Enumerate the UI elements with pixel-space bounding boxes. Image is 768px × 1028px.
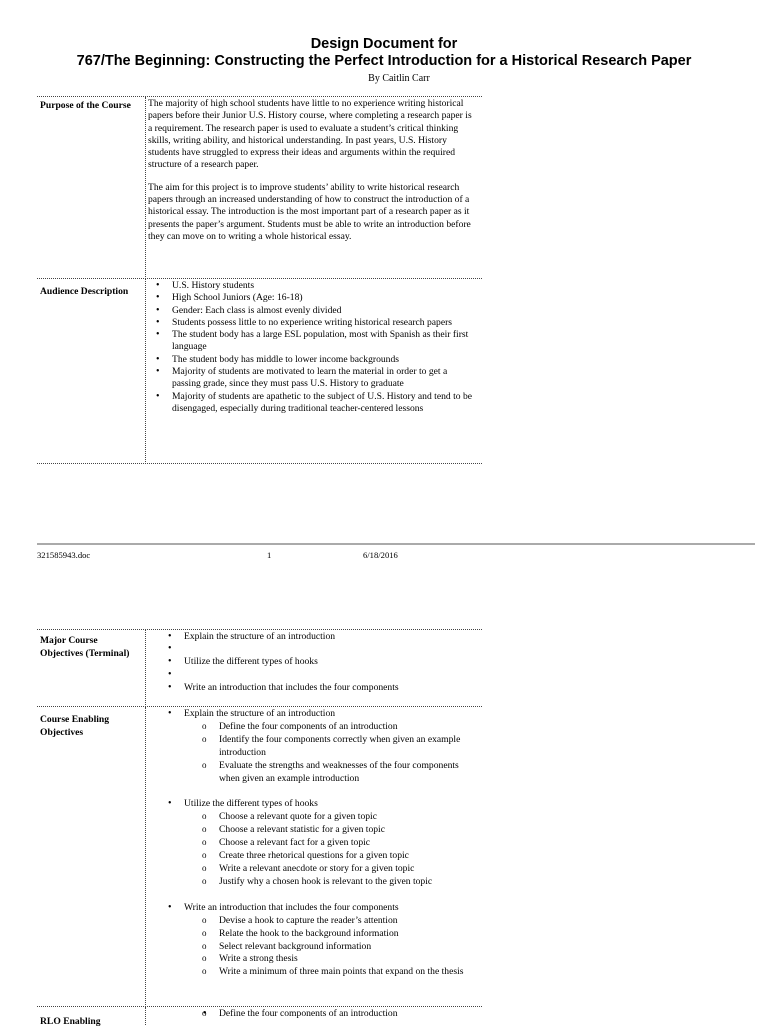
list-item: • Gender: Each class is almost evenly divided <box>172 305 478 317</box>
sub-item: o Choose a relevant fact for a given topic <box>219 837 478 850</box>
purpose-row <box>37 96 482 279</box>
sub-item: o Write a relevant anecdote or story for a given topic <box>219 863 478 876</box>
sub-item: o Define the four components of an introduction <box>219 721 478 734</box>
footer-date: 6/18/2016 <box>363 550 398 560</box>
enabling-objectives-label: Course Enabling Objectives <box>40 714 110 738</box>
list-item <box>184 798 478 888</box>
footer-filename: 321585943.doc <box>37 550 91 560</box>
purpose-label: Purpose of the Course <box>40 100 131 111</box>
audience-label: Audience Description <box>40 286 129 297</box>
rlo-first-sub: Define the four components of an introduction <box>219 1008 398 1019</box>
sub-item: o Justify why a chosen hook is relevant to the given topic <box>219 876 478 889</box>
list-item <box>184 902 478 979</box>
footer-page-number: 1 <box>267 550 272 560</box>
sub-item: o Devise a hook to capture the reader’s attention <box>219 915 478 928</box>
column-divider <box>145 1007 146 1025</box>
list-item: • The student body has middle to lower income backgrounds <box>172 354 478 366</box>
purpose-paragraph-1: The majority of high school students have little to no experience writing historical papers before their Junior U.S. History course, where completing a research paper is a requirement. The research paper is used to evaluate a student’s critical thinking skills, writing ability, and historical understanding. In past years, U.S. History students have struggled to express their ideas and arguments within the required structure of a research paper. <box>148 98 472 171</box>
list-item: • High School Juniors (Age: 16-18) <box>172 292 478 304</box>
sub-item: o Choose a relevant quote for a given topic <box>219 811 478 824</box>
column-divider <box>145 97 146 279</box>
spacer <box>148 889 478 902</box>
spacer <box>184 643 478 656</box>
spacer <box>148 785 478 798</box>
sub-list <box>184 721 478 786</box>
enabling-objectives-row <box>37 706 482 1007</box>
rlo-enabling-label: RLO Enabling <box>40 1016 101 1027</box>
spacer <box>184 669 478 682</box>
column-divider <box>145 630 146 707</box>
circle-bullet-icon: • o <box>202 1008 207 1018</box>
sub-item: o Identify the four components correctly when given an example introduction <box>219 734 478 760</box>
sub-list <box>184 811 478 888</box>
group-title: Utilize the different types of hooks <box>184 798 318 810</box>
sub-list <box>184 915 478 980</box>
rlo-enabling-row <box>37 1006 482 1025</box>
enabling-group-1 <box>148 708 478 785</box>
group-title: Explain the structure of an introduction <box>184 708 336 719</box>
list-item <box>184 708 478 785</box>
sub-item: o Choose a relevant statistic for a given topic <box>219 824 478 837</box>
list-item: • Utilize the different types of hooks <box>184 656 478 668</box>
major-objectives-list <box>148 631 478 694</box>
audience-content <box>148 280 478 415</box>
table-bottom-border <box>37 463 482 464</box>
rlo-enabling-content <box>148 1008 478 1020</box>
sub-item: o Evaluate the strengths and weaknesses of the four components when given an example introduction <box>219 760 478 786</box>
enabling-group-3 <box>148 902 478 979</box>
page-break-line <box>37 543 755 545</box>
list-item: • Write an introduction that includes the four components <box>184 682 478 694</box>
doc-title-line1: Design Document for <box>310 36 458 52</box>
list-item: • U.S. History students <box>172 280 478 292</box>
major-objectives-row <box>37 629 482 707</box>
list-item: • Students possess little to no experience writing historical research papers <box>172 317 478 329</box>
sub-item: o Write a minimum of three main points that expand on the thesis <box>219 966 478 979</box>
list-item: • Majority of students are apathetic to the subject of U.S. History and tend to be disengaged, especially during traditional teacher-centered lessons <box>172 391 478 416</box>
major-objectives-label: Major Course Objectives (Terminal) <box>40 635 130 659</box>
audience-row <box>37 278 482 464</box>
sub-item: o Create three rhetorical questions for a given topic <box>219 850 478 863</box>
purpose-content <box>148 98 478 253</box>
audience-list <box>148 280 478 415</box>
column-divider <box>145 279 146 464</box>
rlo-list <box>148 1008 478 1020</box>
group-title: Write an introduction that includes the four components <box>184 901 399 913</box>
sub-item: o Write a strong thesis <box>219 953 478 966</box>
doc-title-line2: 767/The Beginning: Constructing the Perfect Introduction for a Historical Research Paper <box>76 53 692 69</box>
sub-item: o Relate the hook to the background information <box>219 928 478 941</box>
purpose-paragraph-2: The aim for this project is to improve students’ ability to write historical research papers through an increased understanding of how to construct the introduction of a historical essay. The introduction is the most important part of a research paper as it presents the paper’s argument. Students must be able to write an introduction before they can move on to writing a whole historical essay. <box>148 181 471 242</box>
list-item: • The student body has a large ESL population, most with Spanish as their first language <box>172 329 478 354</box>
enabling-group-2 <box>148 798 478 888</box>
sub-item: o Select relevant background information <box>219 941 478 954</box>
column-divider <box>145 707 146 1007</box>
list-item: • Majority of students are motivated to learn the material in order to get a passing grade, since they must pass U.S. History to graduate <box>172 366 478 391</box>
byline: By Caitlin Carr <box>368 73 430 84</box>
sub-item <box>202 1008 478 1020</box>
enabling-objectives-content <box>148 708 478 979</box>
major-objectives-content <box>148 631 478 694</box>
list-item: • Explain the structure of an introduction <box>184 631 478 643</box>
